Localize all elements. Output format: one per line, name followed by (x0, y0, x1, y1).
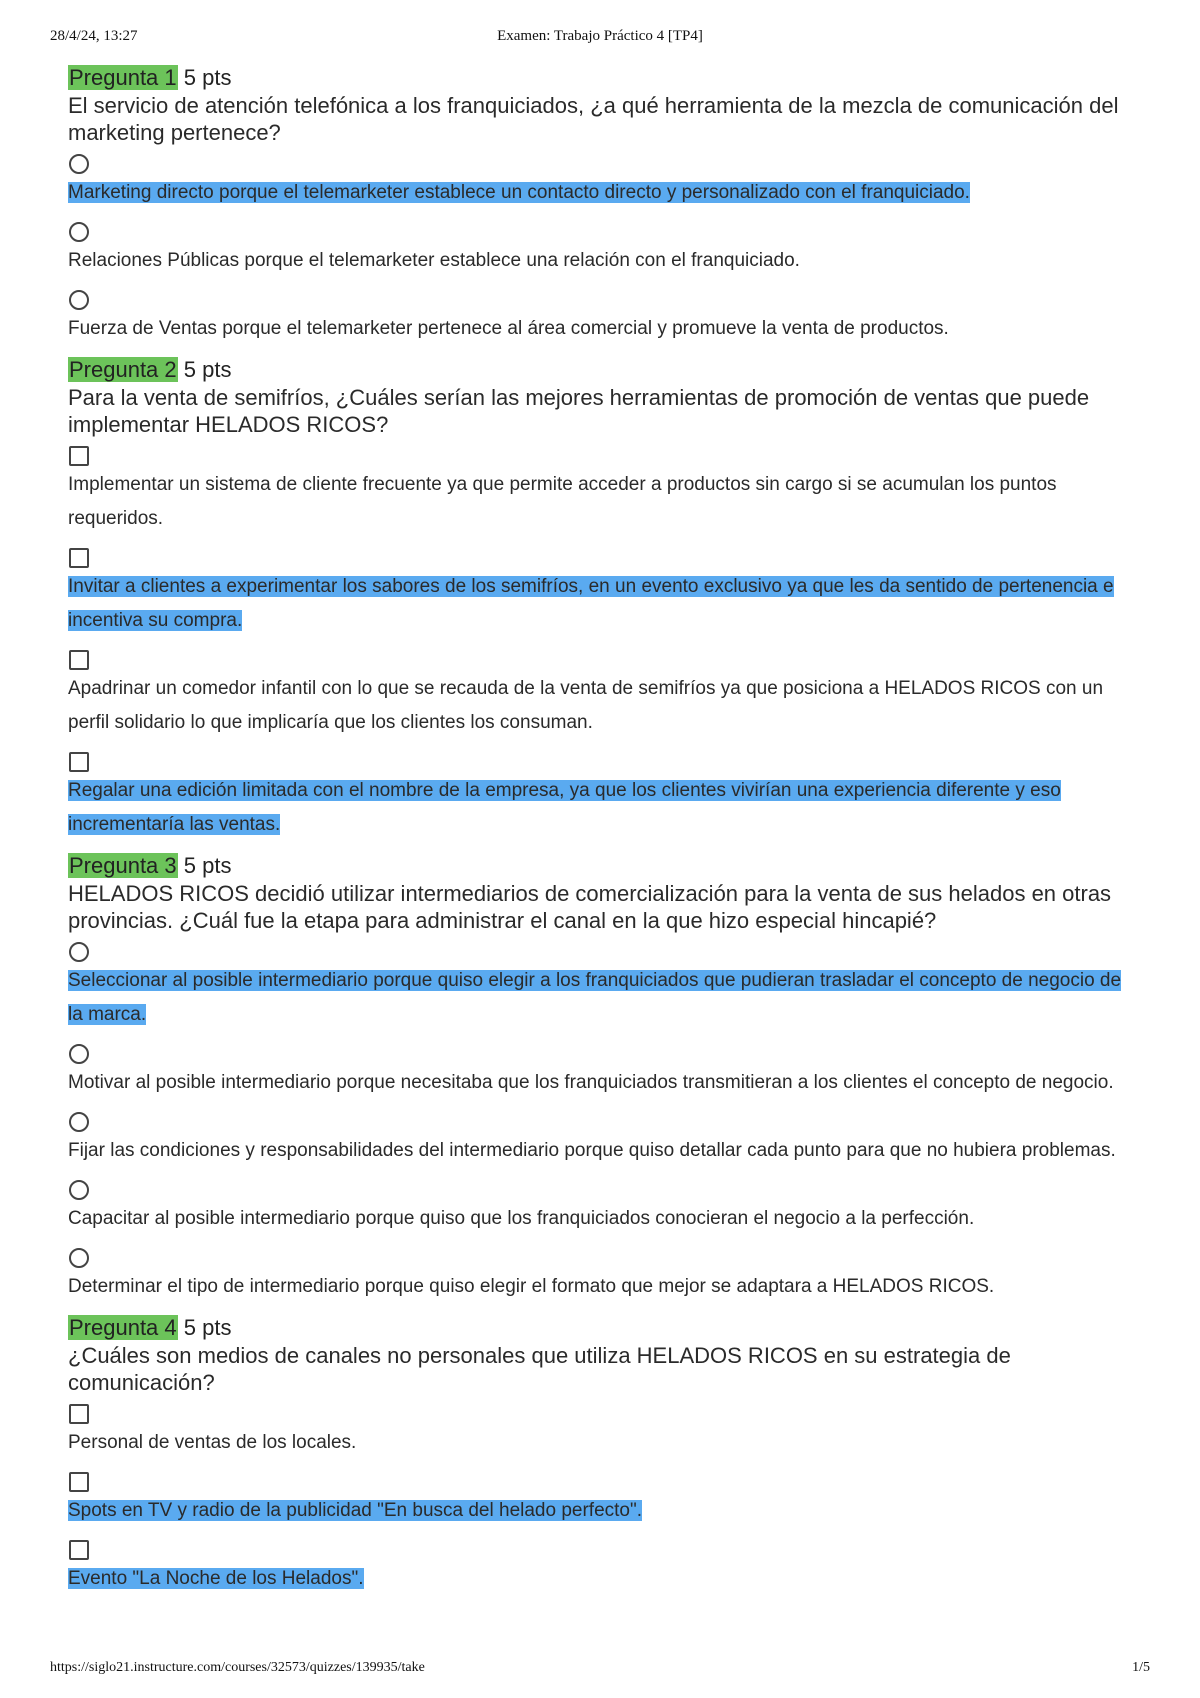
question-header (68, 64, 1138, 92)
question-4 (68, 1314, 1138, 1596)
answer-control-row (68, 1538, 1138, 1562)
answer-text-block (68, 672, 1138, 740)
answer-text-highlighted[interactable]: Spots en TV y radio de la publicidad "En busca del helado perfecto". (68, 1500, 643, 1521)
answer-option (68, 1402, 1138, 1460)
answer-control-row (68, 1470, 1138, 1494)
answer-option (68, 940, 1138, 1032)
question-label: Pregunta 2 (69, 357, 177, 382)
question-header (68, 852, 1138, 880)
checkbox[interactable] (69, 1404, 89, 1424)
answer-option (68, 444, 1138, 536)
question-2 (68, 356, 1138, 842)
answer-control-row (68, 152, 1138, 176)
question-text: HELADOS RICOS decidió utilizar intermediarios de comercialización para la venta de sus helados en otras provincias. ¿Cuál fue la etapa para administrar el canal en la que hizo especial hincapié? (68, 881, 1112, 933)
quiz-content (68, 64, 1138, 1606)
answer-control-row (68, 1246, 1138, 1270)
answer-option (68, 1538, 1138, 1596)
answer-control-row (68, 1402, 1138, 1426)
answer-text-block (68, 244, 1138, 278)
answer-option (68, 288, 1138, 346)
question-header (68, 356, 1138, 384)
answer-control-row (68, 220, 1138, 244)
question-1 (68, 64, 1138, 346)
question-3 (68, 852, 1138, 1304)
radio-button[interactable] (69, 290, 89, 310)
radio-button[interactable] (69, 1044, 89, 1064)
radio-button[interactable] (69, 222, 89, 242)
question-points: 5 pts (183, 853, 232, 878)
answer-option (68, 1042, 1138, 1100)
answer-text-block (68, 176, 1138, 210)
answer-text-block (68, 1426, 1138, 1460)
question-points: 5 pts (183, 1315, 232, 1340)
answer-option (68, 1470, 1138, 1528)
question-points: 5 pts (183, 357, 232, 382)
answer-control-row (68, 1110, 1138, 1134)
question-text: ¿Cuáles son medios de canales no personales que utiliza HELADOS RICOS en su estrategia de comunicación? (68, 1343, 1011, 1395)
question-label: Pregunta 3 (69, 853, 177, 878)
answer-text[interactable]: Determinar el tipo de intermediario porque quiso elegir el formato que mejor se adaptara a HELADOS RICOS. (68, 1276, 995, 1297)
answer-text-block (68, 1202, 1138, 1236)
question-label: Pregunta 1 (69, 65, 177, 90)
question-label: Pregunta 4 (69, 1315, 177, 1340)
answer-text[interactable]: Implementar un sistema de cliente frecuente ya que permite acceder a productos sin cargo si se acumulan los puntos requeridos. (68, 474, 1057, 529)
question-header (68, 1314, 1138, 1342)
answer-text-block (68, 774, 1138, 842)
answer-text[interactable]: Apadrinar un comedor infantil con lo que se recauda de la venta de semifríos ya que posiciona a HELADOS RICOS con un perfil solidario lo que implicaría que los clientes los consuman. (68, 678, 1104, 733)
answer-control-row (68, 940, 1138, 964)
answer-text[interactable]: Personal de ventas de los locales. (68, 1432, 357, 1453)
answer-control-row (68, 444, 1138, 468)
radio-button[interactable] (69, 1112, 89, 1132)
answer-text-highlighted[interactable]: Marketing directo porque el telemarketer establece un contacto directo y personalizado con el franquiciado. (68, 182, 970, 203)
question-text: El servicio de atención telefónica a los franquiciados, ¿a qué herramienta de la mezcla de comunicación del marketing pertenece? (68, 93, 1119, 145)
question-points: 5 pts (183, 65, 232, 90)
radio-button[interactable] (69, 1248, 89, 1268)
answer-option (68, 152, 1138, 210)
answer-text-highlighted[interactable]: Evento "La Noche de los Helados". (68, 1568, 364, 1589)
answer-text[interactable]: Fuerza de Ventas porque el telemarketer pertenece al área comercial y promueve la venta de productos. (68, 318, 949, 339)
checkbox[interactable] (69, 548, 89, 568)
checkbox[interactable] (69, 1540, 89, 1560)
answer-control-row (68, 288, 1138, 312)
print-page-title: Examen: Trabajo Práctico 4 [TP4] (497, 28, 703, 44)
answer-option (68, 750, 1138, 842)
answer-text-block (68, 1494, 1138, 1528)
radio-button[interactable] (69, 1180, 89, 1200)
answer-text-block (68, 964, 1138, 1032)
answer-option (68, 1246, 1138, 1304)
answer-option (68, 1110, 1138, 1168)
answer-option (68, 648, 1138, 740)
answer-text[interactable]: Motivar al posible intermediario porque necesitaba que los franquiciados transmitieran a los clientes el concepto de negocio. (68, 1072, 1114, 1093)
answer-option (68, 546, 1138, 638)
answer-text[interactable]: Capacitar al posible intermediario porque quiso que los franquiciados conocieran el negocio a la perfección. (68, 1208, 975, 1229)
answer-text-block (68, 1134, 1138, 1168)
radio-button[interactable] (69, 942, 89, 962)
checkbox[interactable] (69, 446, 89, 466)
answer-text-highlighted[interactable]: Seleccionar al posible intermediario porque quiso elegir a los franquiciados que pudieran trasladar el concepto de negocio de la marca. (68, 970, 1122, 1025)
checkbox[interactable] (69, 752, 89, 772)
answer-text[interactable]: Fijar las condiciones y responsabilidades del intermediario porque quiso detallar cada punto para que no hubiera problemas. (68, 1140, 1116, 1161)
answer-control-row (68, 648, 1138, 672)
answer-option (68, 220, 1138, 278)
answer-text-block (68, 1562, 1138, 1596)
answer-text[interactable]: Relaciones Públicas porque el telemarketer establece una relación con el franquiciado. (68, 250, 800, 271)
answer-text-highlighted[interactable]: Invitar a clientes a experimentar los sabores de los semifríos, en un evento exclusivo ya que les da sentido de pertenencia e incentiva su compra. (68, 576, 1114, 631)
question-text: Para la venta de semifríos, ¿Cuáles serían las mejores herramientas de promoción de ventas que puede implementar HELADOS RICOS? (68, 385, 1090, 437)
answer-control-row (68, 1178, 1138, 1202)
answer-text-highlighted[interactable]: Regalar una edición limitada con el nombre de la empresa, ya que los clientes vivirían una experiencia diferente y eso incrementaría las ventas. (68, 780, 1061, 835)
answer-control-row (68, 1042, 1138, 1066)
print-datetime: 28/4/24, 13:27 (50, 28, 138, 44)
answer-text-block (68, 1270, 1138, 1304)
print-page-number: 1/5 (1132, 1660, 1150, 1675)
print-url: https://siglo21.instructure.com/courses/32573/quizzes/139935/take (50, 1660, 425, 1675)
answer-control-row (68, 750, 1138, 774)
answer-control-row (68, 546, 1138, 570)
checkbox[interactable] (69, 1472, 89, 1492)
answer-text-block (68, 1066, 1138, 1100)
answer-text-block (68, 312, 1138, 346)
answer-option (68, 1178, 1138, 1236)
answer-text-block (68, 468, 1138, 536)
checkbox[interactable] (69, 650, 89, 670)
answer-text-block (68, 570, 1138, 638)
radio-button[interactable] (69, 154, 89, 174)
